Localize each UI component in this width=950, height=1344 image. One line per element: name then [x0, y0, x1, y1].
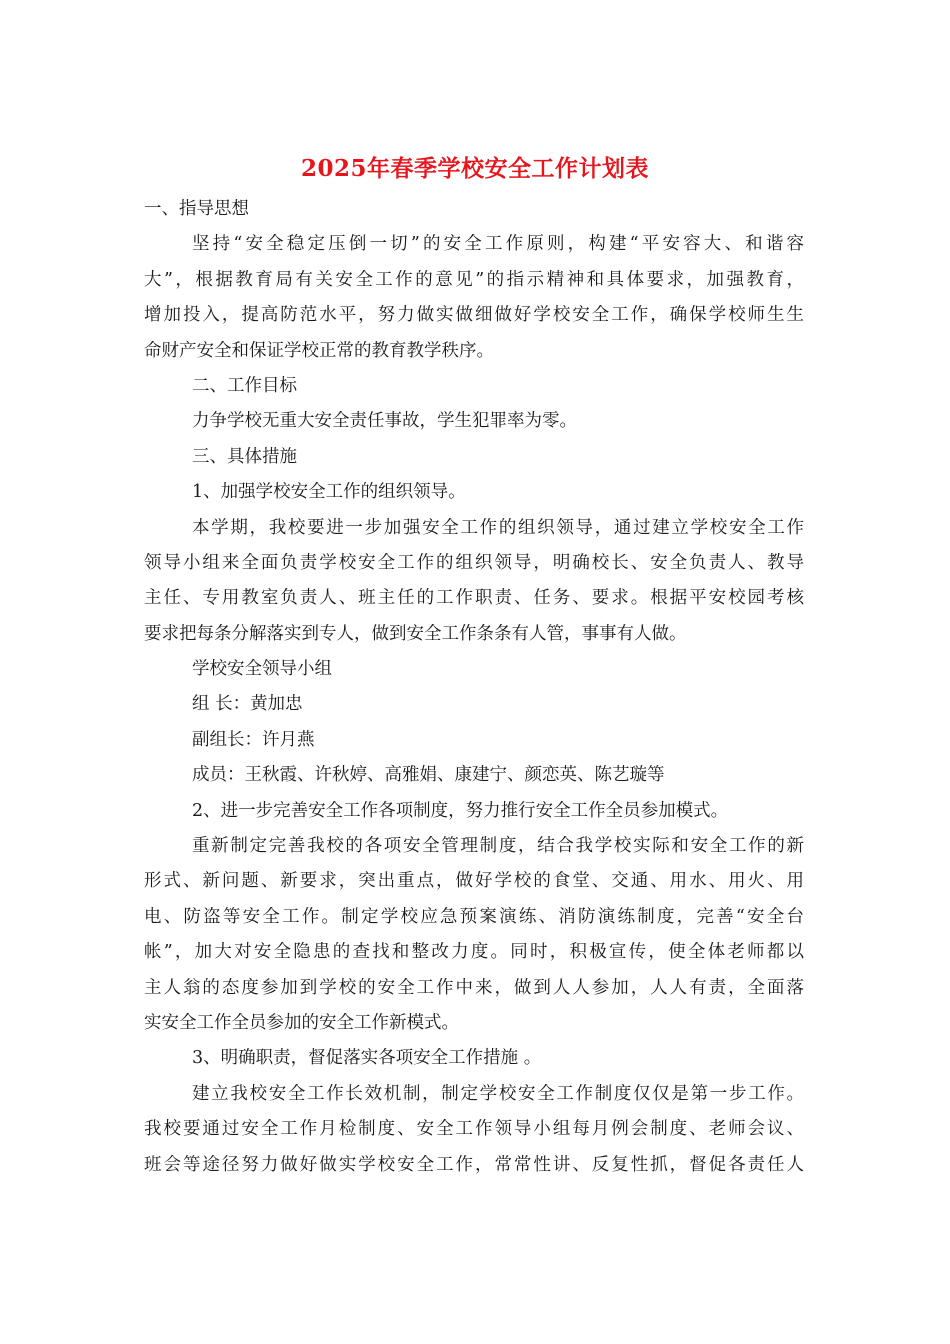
- paragraph-line: 帐”，加大对安全隐患的查找和整改力度。同时，积极宣传，使全体老师都以: [144, 942, 804, 963]
- paragraph-line: 大”，根据教育局有关安全工作的意见”的指示精神和具体要求，加强教育，: [144, 269, 804, 290]
- paragraph-line: 主人翁的态度参加到学校的安全工作中来，做到人人参加，人人有责，全面落: [144, 977, 804, 998]
- paragraph-line: 形式、新问题、新要求，突出重点，做好学校的食堂、交通、用水、用火、用: [144, 871, 804, 892]
- paragraph-line: 要求把每条分解落实到专人，做到安全工作条条有人管，事事有人做。: [144, 623, 687, 644]
- paragraph-line: 2、进一步完善安全工作各项制度，努力推行安全工作全员参加模式。: [192, 800, 729, 821]
- paragraph-line: 班会等途径努力做好做实学校安全工作，常常性讲、反复性抓，督促各责任人: [144, 1154, 804, 1175]
- paragraph-line: 增加投入，提高防范水平，努力做实做细做好学校安全工作，确保学校师生生: [144, 305, 804, 326]
- paragraph-line: 组 长：黄加忠: [192, 694, 303, 715]
- paragraph-line: 电、防盗等安全工作。制定学校应急预案演练、消防演练制度，完善“安全台: [144, 906, 804, 927]
- paragraph-line: 学校安全领导小组: [192, 659, 332, 680]
- paragraph-line: 命财产安全和保证学校正常的教育教学秩序。: [144, 340, 494, 361]
- paragraph-line: 三、具体措施: [192, 446, 297, 467]
- document-body: [144, 192, 804, 1183]
- paragraph-line: 力争学校无重大安全责任事故，学生犯罪率为零。: [192, 411, 577, 432]
- paragraph-line: 3、明确职责，督促落实各项安全工作措施 。: [192, 1048, 542, 1069]
- paragraph-line: 本学期，我校要进一步加强安全工作的组织领导，通过建立学校安全工作: [192, 517, 804, 538]
- paragraph-line: 主任、专用教室负责人、班主任的工作职责、任务、要求。根据平安校园考核: [144, 588, 804, 609]
- paragraph-line: 1、加强学校安全工作的组织领导。: [192, 482, 466, 503]
- paragraph-line: 坚持“安全稳定压倒一切”的安全工作原则，构建“平安容大、和谐容: [192, 234, 804, 255]
- document-title: 2025年春季学校安全工作计划表: [300, 155, 649, 182]
- paragraph-line: 副组长：许月燕: [192, 729, 315, 750]
- paragraph-line: 成员：王秋霞、许秋婷、高雅娟、康建宁、颜恋英、陈艺璇等: [192, 765, 665, 786]
- paragraph-line: 建立我校安全工作长效机制，制定学校安全工作制度仅仅是第一步工作。: [192, 1083, 804, 1104]
- paragraph-line: 二、工作目标: [192, 375, 297, 396]
- paragraph-line: 重新制定完善我校的各项安全管理制度，结合我学校实际和安全工作的新: [192, 836, 804, 857]
- paragraph-line: 实安全工作全员参加的安全工作新模式。: [144, 1012, 459, 1033]
- paragraph-line: 我校要通过安全工作月检制度、安全工作领导小组每月例会制度、老师会议、: [144, 1119, 804, 1140]
- paragraph-line: 领导小组来全面负责学校安全工作的组织领导，明确校长、安全负责人、教导: [144, 552, 804, 573]
- paragraph-line: 一、指导思想: [144, 199, 249, 219]
